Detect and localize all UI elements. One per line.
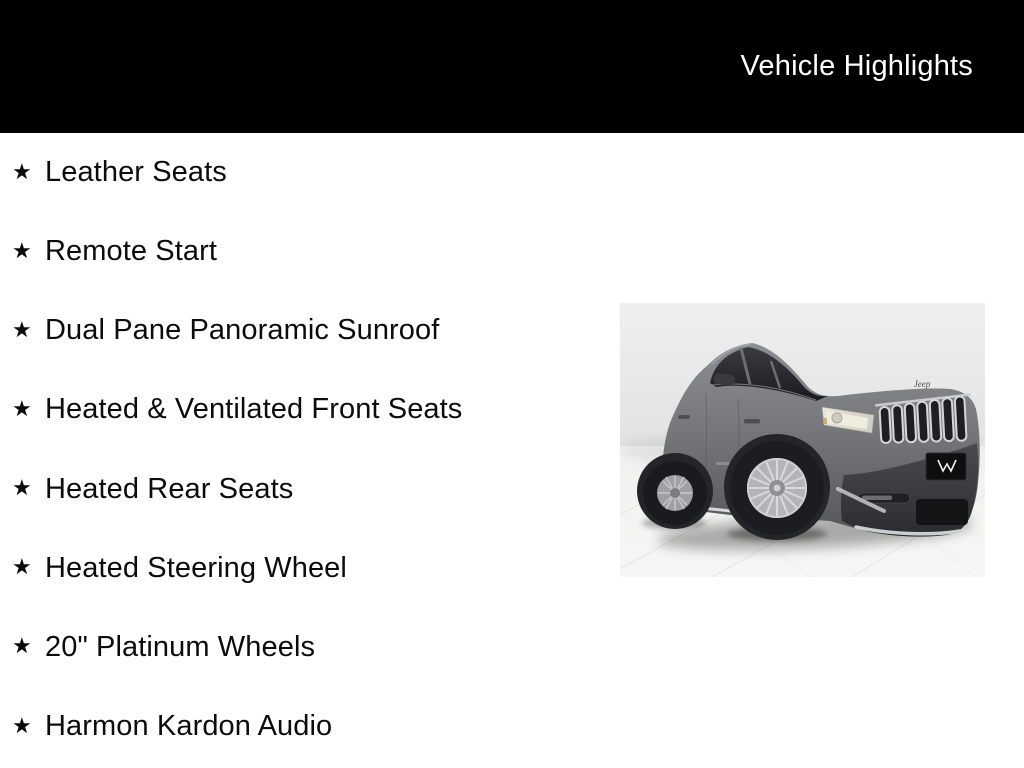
highlight-label: Remote Start <box>45 235 218 268</box>
star-bullet-icon: ★ <box>12 158 32 184</box>
star-bullet-icon: ★ <box>12 475 32 501</box>
highlight-item <box>12 450 462 529</box>
front-wheel <box>730 441 824 535</box>
highlight-item <box>12 608 462 687</box>
highlight-label: Leather Seats <box>45 156 227 189</box>
highlight-label: Heated Rear Seats <box>45 472 294 505</box>
highlight-item <box>12 370 462 449</box>
door-handle <box>744 419 760 424</box>
highlight-item <box>12 291 462 370</box>
highlight-label: Harmon Kardon Audio <box>45 710 333 743</box>
highlight-list <box>12 133 462 766</box>
star-bullet-icon: ★ <box>12 316 32 342</box>
lower-grille-mesh <box>916 499 968 525</box>
highlight-label: Heated & Ventilated Front Seats <box>45 393 463 426</box>
door-handle <box>678 415 690 419</box>
vehicle-photo <box>620 303 985 577</box>
highlight-label: 20" Platinum Wheels <box>45 630 316 663</box>
highlight-item <box>12 687 462 766</box>
highlight-label: Heated Steering Wheel <box>45 551 347 584</box>
star-bullet-icon: ★ <box>12 554 32 580</box>
star-bullet-icon: ★ <box>12 395 32 421</box>
highlight-label: Dual Pane Panoramic Sunroof <box>45 314 440 347</box>
star-bullet-icon: ★ <box>12 712 32 738</box>
page-title: Vehicle Highlights <box>740 50 973 82</box>
highlight-item <box>12 212 462 291</box>
rear-wheel <box>643 461 707 525</box>
star-bullet-icon: ★ <box>12 237 32 263</box>
hood-badge: Jeep <box>913 379 931 389</box>
highlight-item <box>12 529 462 608</box>
star-bullet-icon: ★ <box>12 633 32 659</box>
highlight-item <box>12 133 462 212</box>
header-bar <box>0 0 1024 133</box>
